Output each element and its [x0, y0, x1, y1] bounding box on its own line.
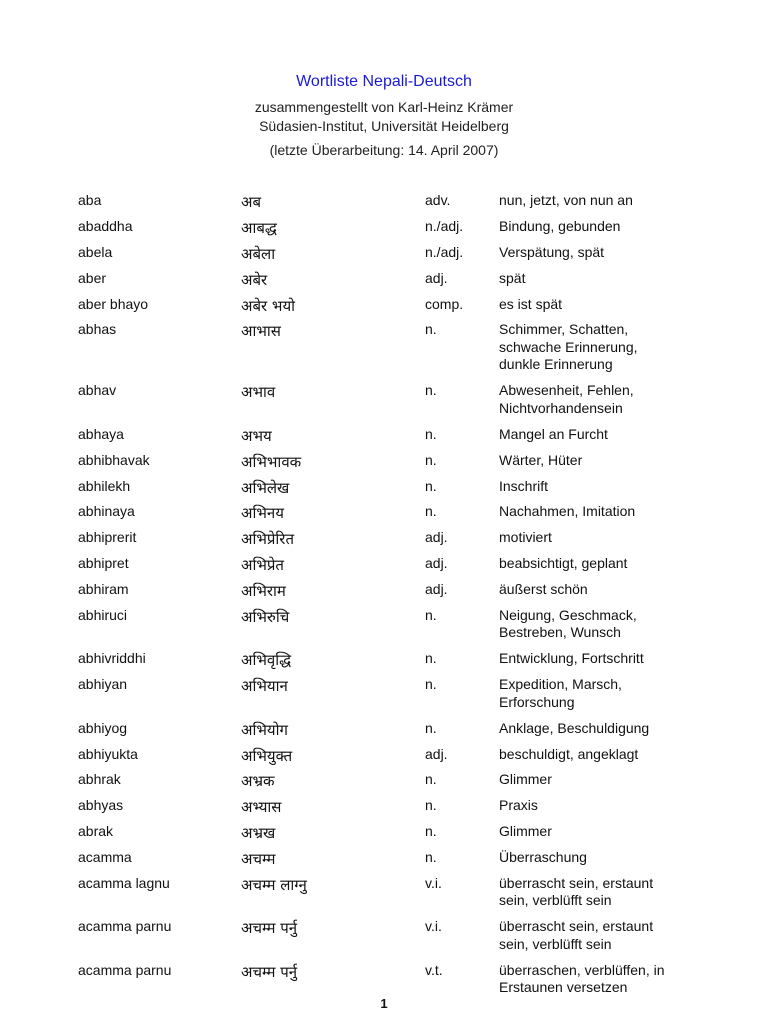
document-header: [0, 72, 768, 160]
entry-devanagari: अचम्म लाग्नु: [241, 875, 307, 894]
entry-part-of-speech: adj.: [425, 745, 448, 762]
entry-row: [0, 382, 768, 417]
compiled-by-line: zusammengestellt von Karl-Heinz Krämer: [254, 99, 514, 115]
entry-part-of-speech: n.: [425, 650, 437, 667]
entry-meaning-line: Neigung, Geschmack,: [499, 606, 637, 623]
entry-devanagari: अभिप्रेरित: [241, 530, 294, 549]
entry-transliteration: abhyas: [78, 797, 124, 814]
entry-transliteration: aber bhayo: [78, 295, 149, 312]
entry-transliteration: abhiruci: [78, 606, 128, 623]
entry-part-of-speech: v.t.: [425, 961, 443, 978]
entry-part-of-speech: n.: [425, 849, 437, 866]
entry-transliteration: abhiyan: [78, 676, 128, 693]
entry-meaning-line: Glimmer: [499, 771, 552, 788]
entry-row: [0, 720, 768, 738]
entry-meaning: [499, 823, 699, 841]
entry-row: [0, 607, 768, 642]
entry-part-of-speech: n.: [425, 676, 437, 693]
entry-meaning-line: Bestreben, Wunsch: [499, 624, 621, 641]
entry-transliteration: abhiram: [78, 581, 129, 598]
entry-row: [0, 503, 768, 521]
entry-part-of-speech: n.: [425, 719, 437, 736]
entry-transliteration: abhav: [78, 382, 117, 399]
entry-row: [0, 962, 768, 997]
entry-meaning-line: sein, verblüfft sein: [499, 935, 612, 952]
entry-transliteration: acamma: [78, 849, 132, 866]
entry-meaning-line: Schimmer, Schatten,: [499, 321, 629, 338]
entry-transliteration: abhiyukta: [78, 745, 138, 762]
entry-transliteration: abhinaya: [78, 503, 135, 520]
entry-row: [0, 270, 768, 288]
entry-meaning: [499, 244, 699, 262]
entry-meaning: [499, 720, 699, 738]
entry-part-of-speech: v.i.: [425, 918, 442, 935]
entry-devanagari: अबेला: [241, 244, 276, 263]
entry-part-of-speech: adj.: [425, 529, 448, 546]
entry-part-of-speech: n.: [425, 606, 437, 623]
entry-meaning: [499, 962, 699, 997]
entry-meaning-line: Praxis: [499, 797, 538, 814]
entry-part-of-speech: adv.: [425, 192, 451, 208]
entry-transliteration: abhibhavak: [78, 451, 150, 468]
revision-line: (letzte Überarbeitung: 14. April 2007): [269, 142, 499, 158]
entry-transliteration: acamma parnu: [78, 961, 172, 978]
entry-row: [0, 555, 768, 573]
entry-meaning: [499, 581, 699, 599]
entry-part-of-speech: n.: [425, 425, 437, 442]
entry-devanagari: अभिभावक: [241, 452, 302, 471]
entry-meaning-line: Nachahmen, Imitation: [499, 503, 636, 520]
entry-meaning-line: motiviert: [499, 529, 552, 546]
entry-meaning-line: überrascht sein, erstaunt: [499, 918, 654, 935]
entry-devanagari: अचम्म पर्नु: [241, 919, 298, 938]
entry-meaning: [499, 746, 699, 764]
entry-transliteration: abhiprerit: [78, 529, 137, 546]
entry-row: [0, 478, 768, 496]
entry-meaning-line: Entwicklung, Fortschritt: [499, 650, 644, 667]
entry-meaning: [499, 296, 699, 314]
entry-part-of-speech: n.: [425, 477, 437, 494]
entry-transliteration: abhaya: [78, 425, 124, 442]
entry-meaning: [499, 192, 699, 210]
entry-devanagari: अभ्यास: [241, 798, 282, 817]
entry-meaning-line: Nichtvorhandensein: [499, 399, 623, 416]
entry-devanagari: अभिप्रेत: [241, 556, 284, 575]
entry-row: [0, 581, 768, 599]
entry-meaning: [499, 771, 699, 789]
entry-meaning-line: Anklage, Beschuldigung: [499, 719, 650, 736]
entry-meaning: [499, 555, 699, 573]
entry-part-of-speech: n.: [425, 797, 437, 814]
entry-meaning-line: spät: [499, 269, 526, 286]
entry-devanagari: अचम्म: [241, 850, 276, 869]
entry-row: [0, 452, 768, 470]
entry-meaning-line: es ist spät: [499, 295, 563, 312]
entry-row: [0, 771, 768, 789]
entry-meaning-line: nun, jetzt, von nun an: [499, 192, 633, 208]
entry-devanagari: अभिवृद्धि: [241, 651, 292, 670]
entry-devanagari: अब: [241, 193, 262, 211]
entry-meaning-line: Abwesenheit, Fehlen,: [499, 382, 634, 399]
entry-row: [0, 192, 768, 210]
word-list: [0, 192, 768, 1005]
entry-meaning-line: Bindung, gebunden: [499, 217, 621, 234]
entry-meaning: [499, 918, 699, 953]
entry-meaning-line: sein, verblüfft sein: [499, 892, 612, 909]
entry-transliteration: aba: [78, 192, 102, 208]
entry-part-of-speech: adj.: [425, 555, 448, 572]
entry-row: [0, 650, 768, 668]
entry-devanagari: अभिनय: [241, 504, 284, 523]
entry-transliteration: acamma parnu: [78, 918, 172, 935]
entry-row: [0, 849, 768, 867]
entry-transliteration: abhivriddhi: [78, 650, 146, 667]
entry-part-of-speech: n.: [425, 321, 437, 338]
entry-devanagari: अभ्रक: [241, 772, 275, 791]
entry-devanagari: अभाव: [241, 383, 276, 402]
entry-meaning-line: schwache Erinnerung,: [499, 338, 638, 355]
entry-part-of-speech: n./adj.: [425, 217, 464, 234]
entry-transliteration: aber: [78, 269, 107, 286]
entry-transliteration: abhipret: [78, 555, 129, 572]
entry-devanagari: आबद्ध: [241, 218, 277, 237]
entry-row: [0, 746, 768, 764]
entry-part-of-speech: adj.: [425, 581, 448, 598]
entry-devanagari: अचम्म पर्नु: [241, 962, 298, 981]
entry-meaning-line: Wärter, Hüter: [499, 451, 583, 468]
entry-transliteration: abrak: [78, 823, 114, 840]
entry-part-of-speech: n./adj.: [425, 243, 464, 260]
entry-row: [0, 244, 768, 262]
entry-meaning-line: überraschen, verblüffen, in: [499, 961, 665, 978]
entry-part-of-speech: n.: [425, 771, 437, 788]
entry-devanagari: अभय: [241, 426, 272, 445]
entry-meaning-line: Inschrift: [499, 477, 549, 494]
entry-meaning-line: Verspätung, spät: [499, 243, 605, 260]
entry-meaning: [499, 529, 699, 547]
entry-devanagari: अभियोग: [241, 720, 288, 739]
entry-meaning-line: Erforschung: [499, 693, 575, 710]
entry-row: [0, 676, 768, 711]
entry-meaning: [499, 849, 699, 867]
entry-part-of-speech: n.: [425, 823, 437, 840]
document-title: Wortliste Nepali-Deutsch: [296, 73, 472, 90]
entry-part-of-speech: comp.: [425, 295, 464, 312]
entry-devanagari: अभिरुचि: [241, 607, 290, 626]
entry-meaning: [499, 426, 699, 444]
entry-devanagari: अभियुक्त: [241, 746, 293, 765]
entry-row: [0, 321, 768, 374]
entry-devanagari: अभियान: [241, 677, 288, 696]
page-number: 1: [380, 996, 388, 1011]
entry-devanagari: अबेर भयो: [241, 296, 296, 315]
entry-meaning-line: Erstaunen versetzen: [499, 979, 628, 996]
entry-devanagari: अभिलेख: [241, 478, 290, 497]
entry-row: [0, 797, 768, 815]
entry-row: [0, 426, 768, 444]
entry-meaning: [499, 875, 699, 910]
entry-devanagari: अभ्रख: [241, 824, 276, 843]
entry-meaning-line: Mangel an Furcht: [499, 425, 608, 442]
entry-part-of-speech: n.: [425, 382, 437, 399]
entry-meaning: [499, 382, 699, 417]
entry-meaning-line: Expedition, Marsch,: [499, 676, 622, 693]
entry-meaning: [499, 797, 699, 815]
entry-part-of-speech: n.: [425, 451, 437, 468]
entry-meaning: [499, 478, 699, 496]
entry-part-of-speech: n.: [425, 503, 437, 520]
entry-meaning-line: dunkle Erinnerung: [499, 356, 613, 373]
entry-meaning-line: Überraschung: [499, 849, 587, 866]
entry-row: [0, 296, 768, 314]
entry-meaning: [499, 676, 699, 711]
entry-devanagari: अभिराम: [241, 582, 286, 601]
entry-row: [0, 529, 768, 547]
entry-transliteration: abhas: [78, 321, 117, 338]
entry-devanagari: आभास: [241, 322, 281, 341]
entry-transliteration: abhrak: [78, 771, 121, 788]
entry-meaning-line: äußerst schön: [499, 581, 588, 598]
institute-line: Südasien-Institut, Universität Heidelberg: [259, 118, 509, 134]
entry-meaning: [499, 270, 699, 288]
entry-part-of-speech: v.i.: [425, 874, 442, 891]
entry-meaning: [499, 218, 699, 236]
entry-meaning: [499, 452, 699, 470]
entry-meaning: [499, 321, 699, 374]
entry-transliteration: acamma lagnu: [78, 874, 170, 891]
entry-row: [0, 918, 768, 953]
entry-row: [0, 218, 768, 236]
entry-meaning: [499, 607, 699, 642]
entry-meaning-line: überrascht sein, erstaunt: [499, 874, 654, 891]
entry-transliteration: abaddha: [78, 217, 133, 234]
entry-devanagari: अबेर: [241, 270, 268, 289]
entry-row: [0, 875, 768, 910]
entry-row: [0, 823, 768, 841]
entry-meaning: [499, 503, 699, 521]
entry-part-of-speech: adj.: [425, 269, 448, 286]
entry-meaning: [499, 650, 699, 668]
entry-transliteration: abela: [78, 243, 113, 260]
entry-meaning-line: beabsichtigt, geplant: [499, 555, 628, 572]
entry-transliteration: abhiyog: [78, 719, 128, 736]
entry-meaning-line: beschuldigt, angeklagt: [499, 745, 639, 762]
entry-transliteration: abhilekh: [78, 477, 131, 494]
entry-meaning-line: Glimmer: [499, 823, 552, 840]
